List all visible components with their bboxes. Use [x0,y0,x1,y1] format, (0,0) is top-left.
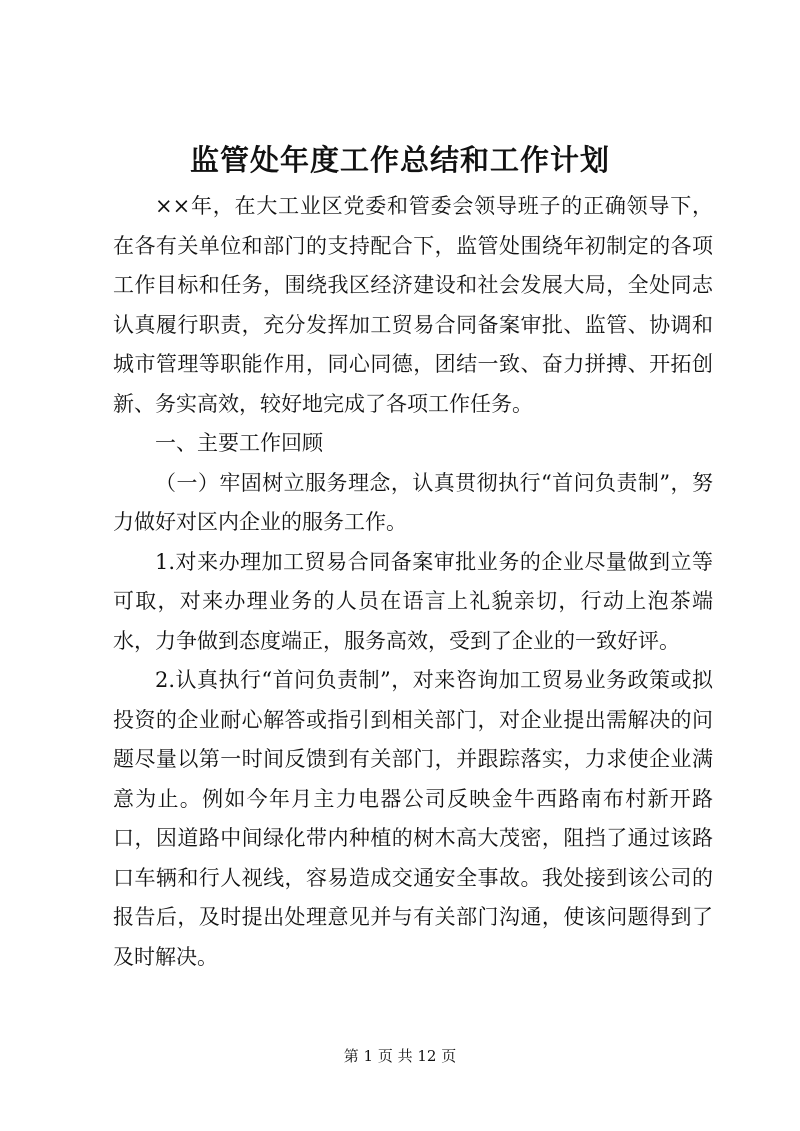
paragraph-item-2: 2.认真执行“首问负责制”，对来咨询加工贸易业务政策或拟投资的企业耐心解答或指引到相关部门，对企业提出需解决的问题尽量以第一时间反馈到有关部门，并跟踪落实，力求使企业满意为止。例如今年月主力电器公司反映金牛西路南布村新开路口，因道路中间绿化带内种植的树木高大茂密，阻挡了通过该路口车辆和行人视线，容易造成交通安全事故。我处接到该公司的报告后，及时提出处理意见并与有关部门沟通，使该问题得到了及时解决。 [113,668,713,969]
paragraph-item-1: 1.对来办理加工贸易合同备案审批业务的企业尽量做到立等可取，对来办理业务的人员在语言上礼貌亲切，行动上泡茶端水，力争做到态度端正，服务高效，受到了企业的一致好评。 [113,549,713,653]
page-footer: 第 1 页 共 12 页 [343,1047,457,1065]
subsection-heading-service: （一）牢固树立服务理念，认真贯彻执行“首问负责制”，努力做好对区内企业的服务工作。 [113,470,713,534]
document-body [113,187,713,977]
paragraph-intro: ××年，在大工业区党委和管委会领导班子的正确领导下，在各有关单位和部门的支持配合下，监管处围绕年初制定的各项工作目标和任务，围绕我区经济建设和社会发展大局，全处同志认真履行职责，充分发挥加工贸易合同备案审批、监管、协调和城市管理等职能作用，同心同德，团结一致、奋力拼搏、开拓创新、务实高效，较好地完成了各项工作任务。 [113,194,713,416]
document-title: 监管处年度工作总结和工作计划 [189,143,610,177]
section-heading-review: 一、主要工作回顾 [155,431,323,455]
